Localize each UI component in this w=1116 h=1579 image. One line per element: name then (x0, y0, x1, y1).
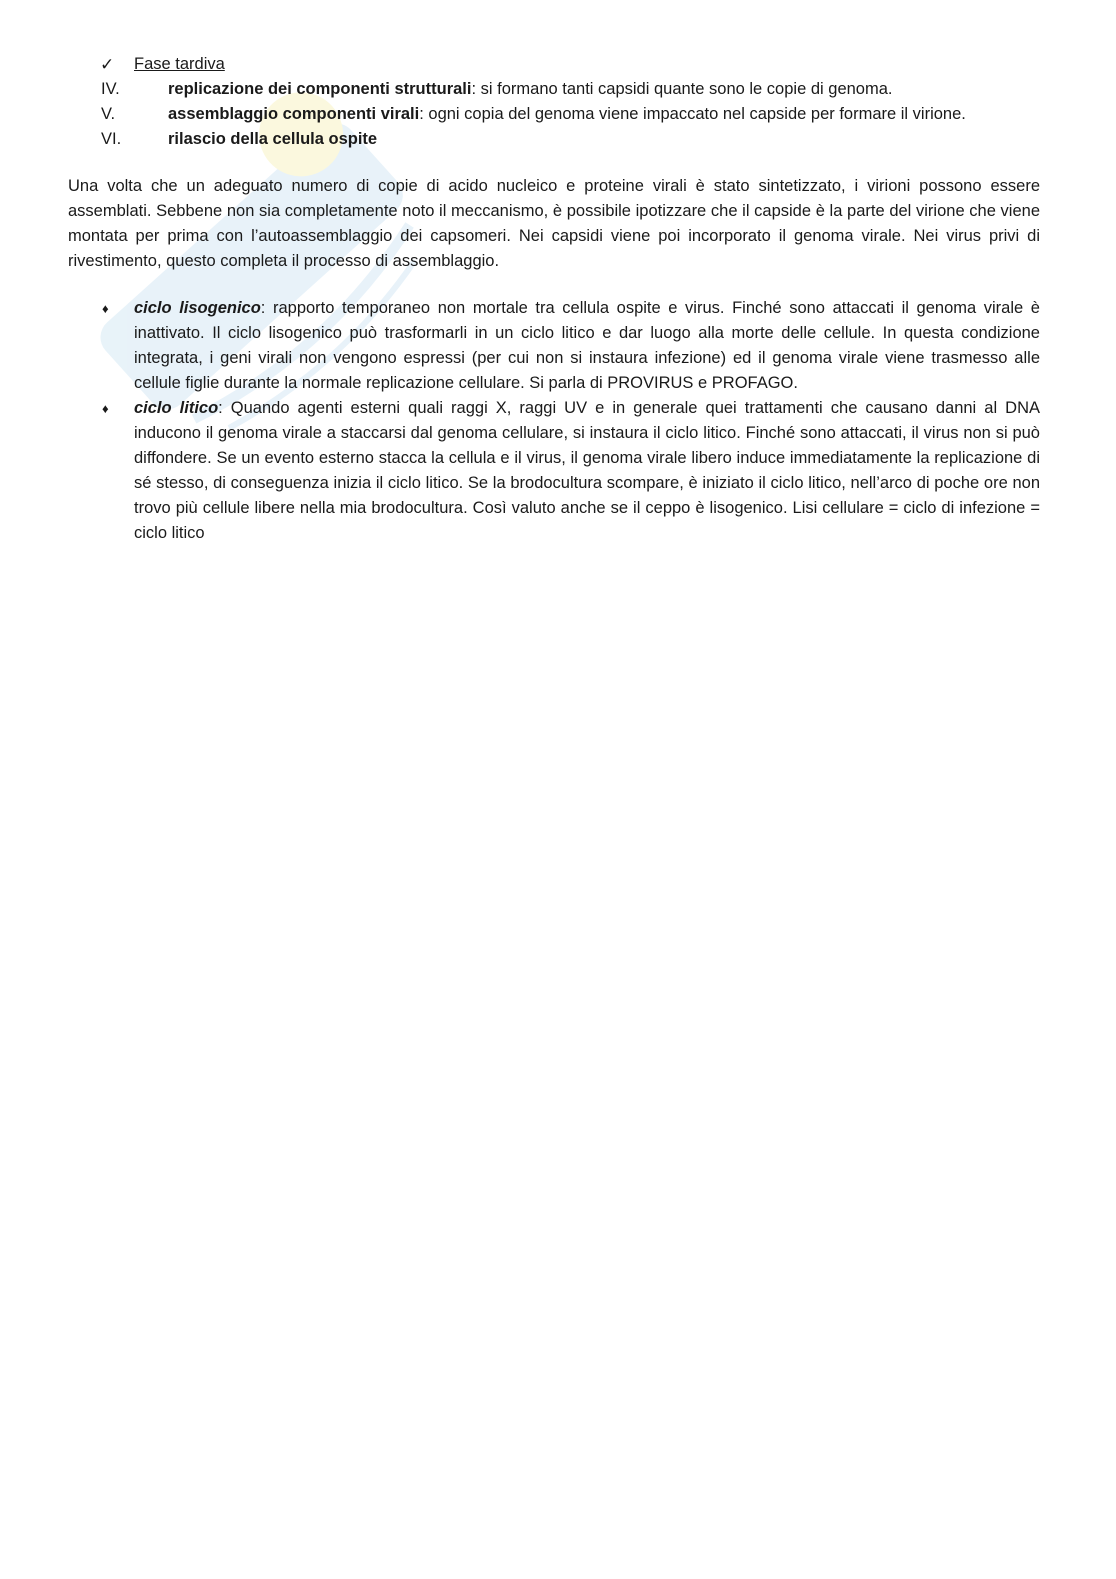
step-term: assemblaggio componenti virali (168, 105, 420, 123)
step-term: replicazione dei componenti strutturali (168, 80, 472, 98)
late-phase-heading (68, 52, 1040, 77)
step-term: rilascio della cellula ospite (168, 130, 378, 148)
step-text (168, 77, 892, 102)
step-row (68, 127, 1040, 152)
cycle-description: : rapporto temporaneo non mortale tra cellula ospite e virus. Finché sono attaccati il genoma virale è inattivato. Il ciclo lisogenico può trasformarli in un ciclo litico e dar luogo alla morte delle cellule. In questa condizione integrata, i geni virali non vengono espressi (per cui non si instaura infezione) ed il genoma virale viene trasmesso alle cellule figlie durante la normale replicazione cellulare. Si parla di PROVIRUS e PROFAGO. (134, 299, 1040, 392)
diamond-bullet-icon: ♦ (102, 301, 109, 316)
checkmark-icon: ✓ (100, 55, 115, 74)
step-description: : ogni copia del genoma viene impaccato nel capside per formare il virione. (419, 105, 966, 123)
step-text (168, 127, 377, 152)
document-content (68, 52, 1040, 546)
late-phase-title: Fase tardiva (134, 55, 225, 73)
step-numeral: VI. (101, 130, 122, 148)
step-text (168, 102, 966, 127)
cycle-term: ciclo lisogenico (134, 299, 261, 317)
list-item-lytic-cycle (68, 396, 1040, 546)
cycle-term: ciclo litico (134, 399, 219, 417)
step-row (68, 77, 1040, 102)
step-numeral: V. (101, 105, 116, 123)
step-numeral: IV. (101, 80, 120, 98)
cycle-list (68, 296, 1040, 546)
cycle-description: : Quando agenti esterni quali raggi X, raggi UV e in generale quei trattamenti che causano danni al DNA inducono il genoma virale a staccarsi dal genoma cellulare, si instaura il ciclo litico. Finché sono attaccati, il virus non si può diffondere. Se un evento esterno stacca la cellula e il virus, il genoma virale libero induce immediatamente la replicazione di sé stesso, di conseguenza inizia il ciclo litico. Se la brodocultura scompare, è iniziato il ciclo litico, nell’arco di poche ore non trovo più cellule libere nella mia brodocultura. Così valuto anche se il ceppo è lisogenico. Lisi cellulare = ciclo di infezione = ciclo litico (134, 399, 1041, 542)
list-item-lysogenic-cycle (68, 296, 1040, 396)
step-row (68, 102, 1040, 127)
diamond-bullet-icon: ♦ (102, 401, 109, 416)
step-description: : si formano tanti capsidi quante sono le copie di genoma. (471, 80, 893, 98)
assembly-paragraph: Una volta che un adeguato numero di copie di acido nucleico e proteine virali è stato sintetizzato, i virioni possono essere assemblati. Sebbene non sia completamente noto il meccanismo, è possibile ipotizzare che il capside è la parte del virione che viene montata per prima con l’autoassemblaggio dei capsomeri. Nei capsidi viene poi incorporato il genoma virale. Nei virus privi di rivestimento, questo completa il processo di assemblaggio. (68, 177, 1040, 270)
